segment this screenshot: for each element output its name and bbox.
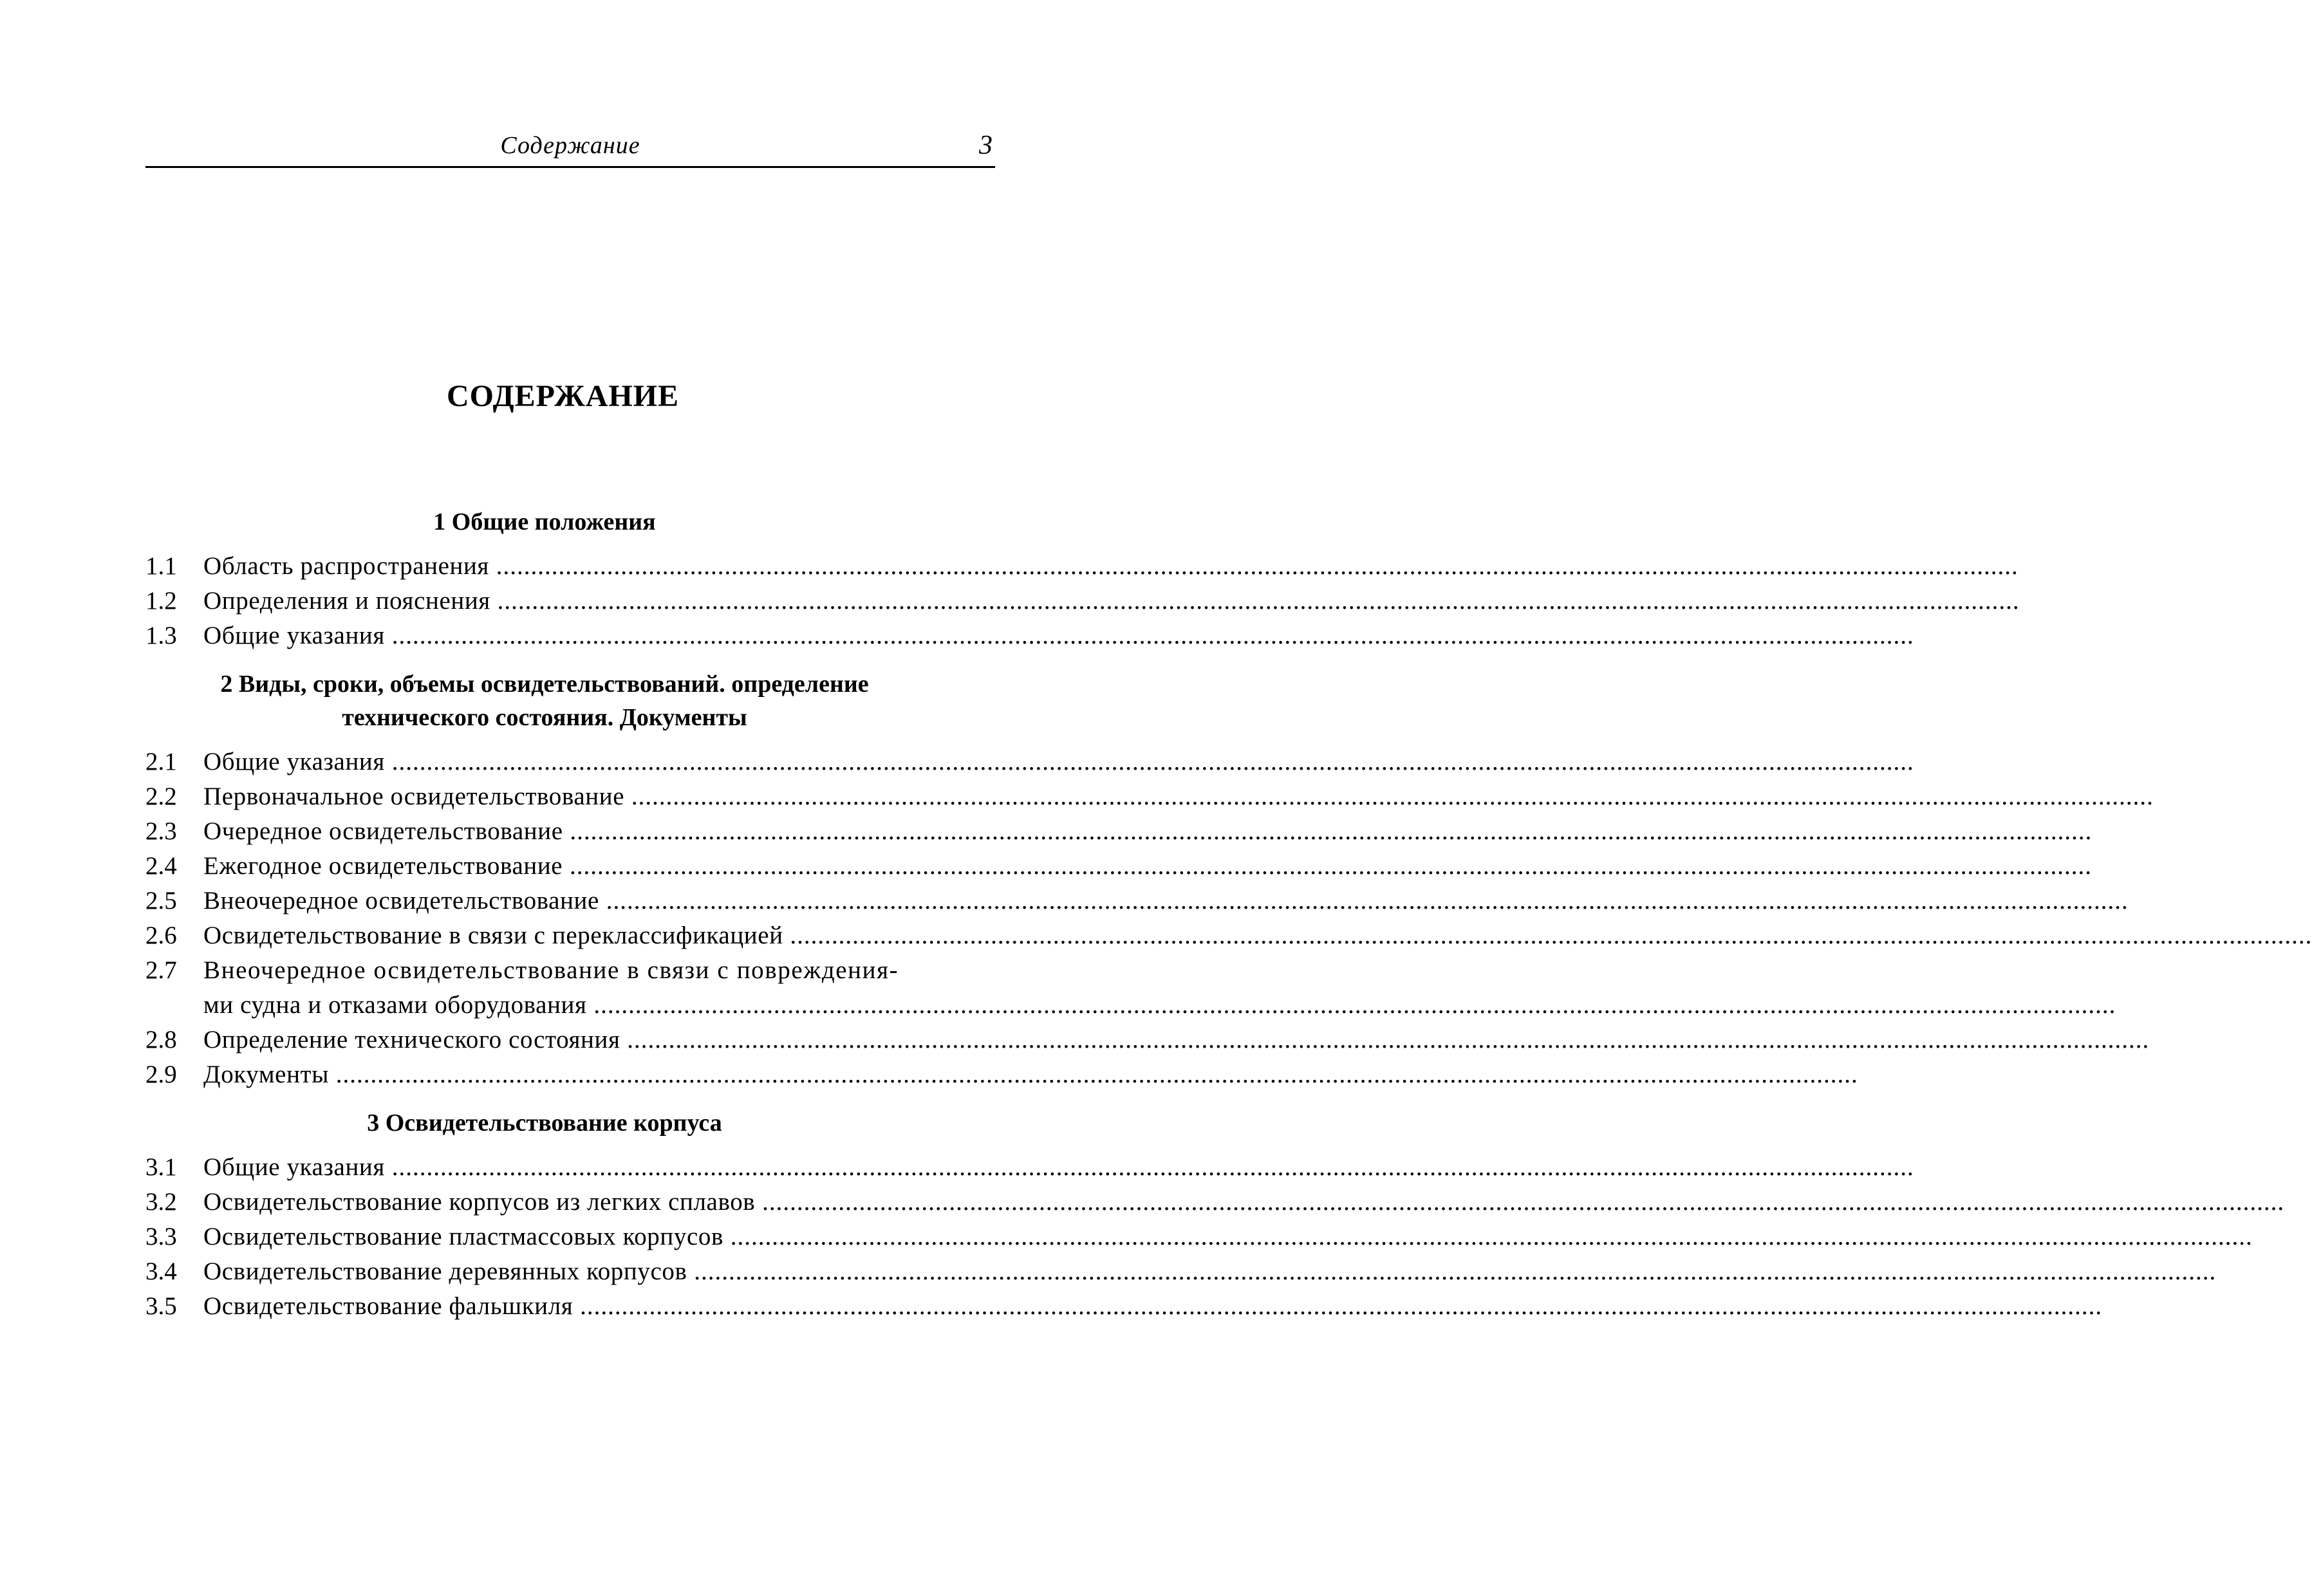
toc-entry[interactable] <box>145 584 2020 618</box>
toc-entry-title: Первоначальное освидетельствование <box>203 783 625 810</box>
section-2-list <box>145 745 2312 1092</box>
dot-leader: ............................................................................................................................................................................................................................ <box>620 1026 2150 1053</box>
running-title: Содержание <box>500 132 640 159</box>
toc-entry[interactable] <box>145 1220 2253 1254</box>
toc-entry[interactable] <box>145 1023 2150 1057</box>
toc-entry-title-line1: Внеочередное освидетельствование в связи с повреждения- <box>203 956 899 984</box>
section-3-list <box>145 1150 2285 1324</box>
toc-entry-number: 2.2 <box>145 783 177 810</box>
dot-leader: ............................................................................................................................................................................................................................ <box>490 587 2020 615</box>
toc-entry-title: Внеочередное освидетельствование <box>203 887 599 914</box>
dot-leader: ............................................................................................................................................................................................................................ <box>384 622 1914 649</box>
toc-entry-number: 2.7 <box>145 956 177 984</box>
toc-entry-number: 2.6 <box>145 922 177 949</box>
dot-leader: ............................................................................................................................................................................................................................ <box>329 1061 1858 1088</box>
dot-leader: ............................................................................................................................................................................................................................ <box>563 852 2092 880</box>
toc-entry-title: Ежегодное освидетельствование <box>203 852 563 880</box>
toc-entry[interactable] <box>145 1150 1914 1185</box>
dot-leader: ............................................................................................................................................................................................................................ <box>599 887 2129 914</box>
toc-entry-title: Общие указания <box>203 1153 385 1181</box>
toc-entry-title: Общие указания <box>203 622 385 649</box>
toc-entry[interactable] <box>145 814 2093 849</box>
toc-entry-title: Документы <box>203 1061 329 1088</box>
dot-leader: ............................................................................................................................................................................................................................ <box>723 1223 2253 1250</box>
toc-entry-title: Освидетельствование в связи с переклассификацией <box>203 922 783 949</box>
toc-entry[interactable] <box>145 745 1914 779</box>
dot-leader: ............................................................................................................................................................................................................................ <box>783 922 2312 949</box>
toc-entry-number: 3.3 <box>145 1223 177 1250</box>
toc-entry-number: 2.9 <box>145 1061 177 1088</box>
toc-entry[interactable] <box>145 1289 2103 1324</box>
dot-leader: ............................................................................................................................................................................................................................ <box>573 1292 2103 1320</box>
toc-entry[interactable] <box>145 618 1914 653</box>
toc-entry-title: Освидетельствование фальшкиля <box>203 1292 573 1320</box>
toc-entry[interactable] <box>145 549 2018 584</box>
toc-entry-title: Освидетельствование пластмассовых корпусов <box>203 1223 723 1250</box>
toc-entry-title: Область распространения <box>203 552 489 580</box>
toc-entry[interactable] <box>145 884 2129 918</box>
page-title: СОДЕРЖАНИЕ <box>446 379 680 413</box>
section-heading-1: 1 Общие положения <box>433 508 656 535</box>
toc-entry[interactable] <box>145 779 2154 814</box>
dot-leader: ............................................................................................................................................................................................................................ <box>624 783 2154 810</box>
running-header <box>145 129 995 168</box>
toc-entry[interactable] <box>145 1185 2285 1220</box>
dot-leader: ............................................................................................................................................................................................................................ <box>563 817 2093 845</box>
dot-leader: ............................................................................................................................................................................................................................ <box>755 1188 2285 1216</box>
dot-leader: ............................................................................................................................................................................................................................ <box>384 748 1914 775</box>
toc-entry[interactable] <box>145 918 2312 953</box>
toc-entry-number: 2.8 <box>145 1026 177 1053</box>
toc-entry-number: 1.1 <box>145 552 177 580</box>
toc-entry[interactable] <box>145 1254 2217 1289</box>
toc-entry-number: 2.4 <box>145 852 177 880</box>
section-heading-2-line2: технического состояния. Документы <box>342 704 747 731</box>
toc-entry-title: Очередное освидетельствование <box>203 817 563 845</box>
dot-leader: ............................................................................................................................................................................................................................ <box>687 1257 2217 1285</box>
section-heading-2-line1: 2 Виды, сроки, объемы освидетельствований. определение <box>220 671 869 698</box>
toc-entry-number: 2.3 <box>145 817 177 845</box>
toc-entry-number: 3.4 <box>145 1257 177 1285</box>
section-heading-3: 3 Освидетельствование корпуса <box>367 1109 722 1137</box>
toc-entry-title: Освидетельствование корпусов из легких сплавов <box>203 1188 756 1216</box>
dot-leader: ............................................................................................................................................................................................................................ <box>489 552 2018 580</box>
toc-entry-number: 3.1 <box>145 1153 177 1181</box>
toc-entry-number: 1.3 <box>145 622 177 649</box>
toc-entry-title: Общие указания <box>203 748 385 775</box>
dot-leader: ............................................................................................................................................................................................................................ <box>586 991 2116 1019</box>
toc-entry-number: 3.5 <box>145 1292 177 1320</box>
toc-entry-number: 2.1 <box>145 748 177 775</box>
toc-entry-title: Определения и пояснения <box>203 587 490 615</box>
dot-leader: ............................................................................................................................................................................................................................ <box>384 1153 1914 1181</box>
table-of-contents <box>145 505 2312 1335</box>
toc-entry[interactable] <box>145 953 2116 1023</box>
toc-entry-title: Освидетельствование деревянных корпусов <box>203 1257 687 1285</box>
toc-entry[interactable] <box>145 1057 1858 1092</box>
toc-entry-number: 3.2 <box>145 1188 177 1216</box>
toc-entry-title-line2: ми судна и отказами оборудования <box>203 991 587 1019</box>
section-1-list <box>145 549 2020 653</box>
page-number: 3 <box>979 131 993 160</box>
section-heading-2 <box>145 667 944 734</box>
toc-entry[interactable] <box>145 849 2092 884</box>
toc-entry-number: 1.2 <box>145 587 177 615</box>
toc-entry-number: 2.5 <box>145 887 177 914</box>
toc-entry-title: Определение технического состояния <box>203 1026 620 1053</box>
